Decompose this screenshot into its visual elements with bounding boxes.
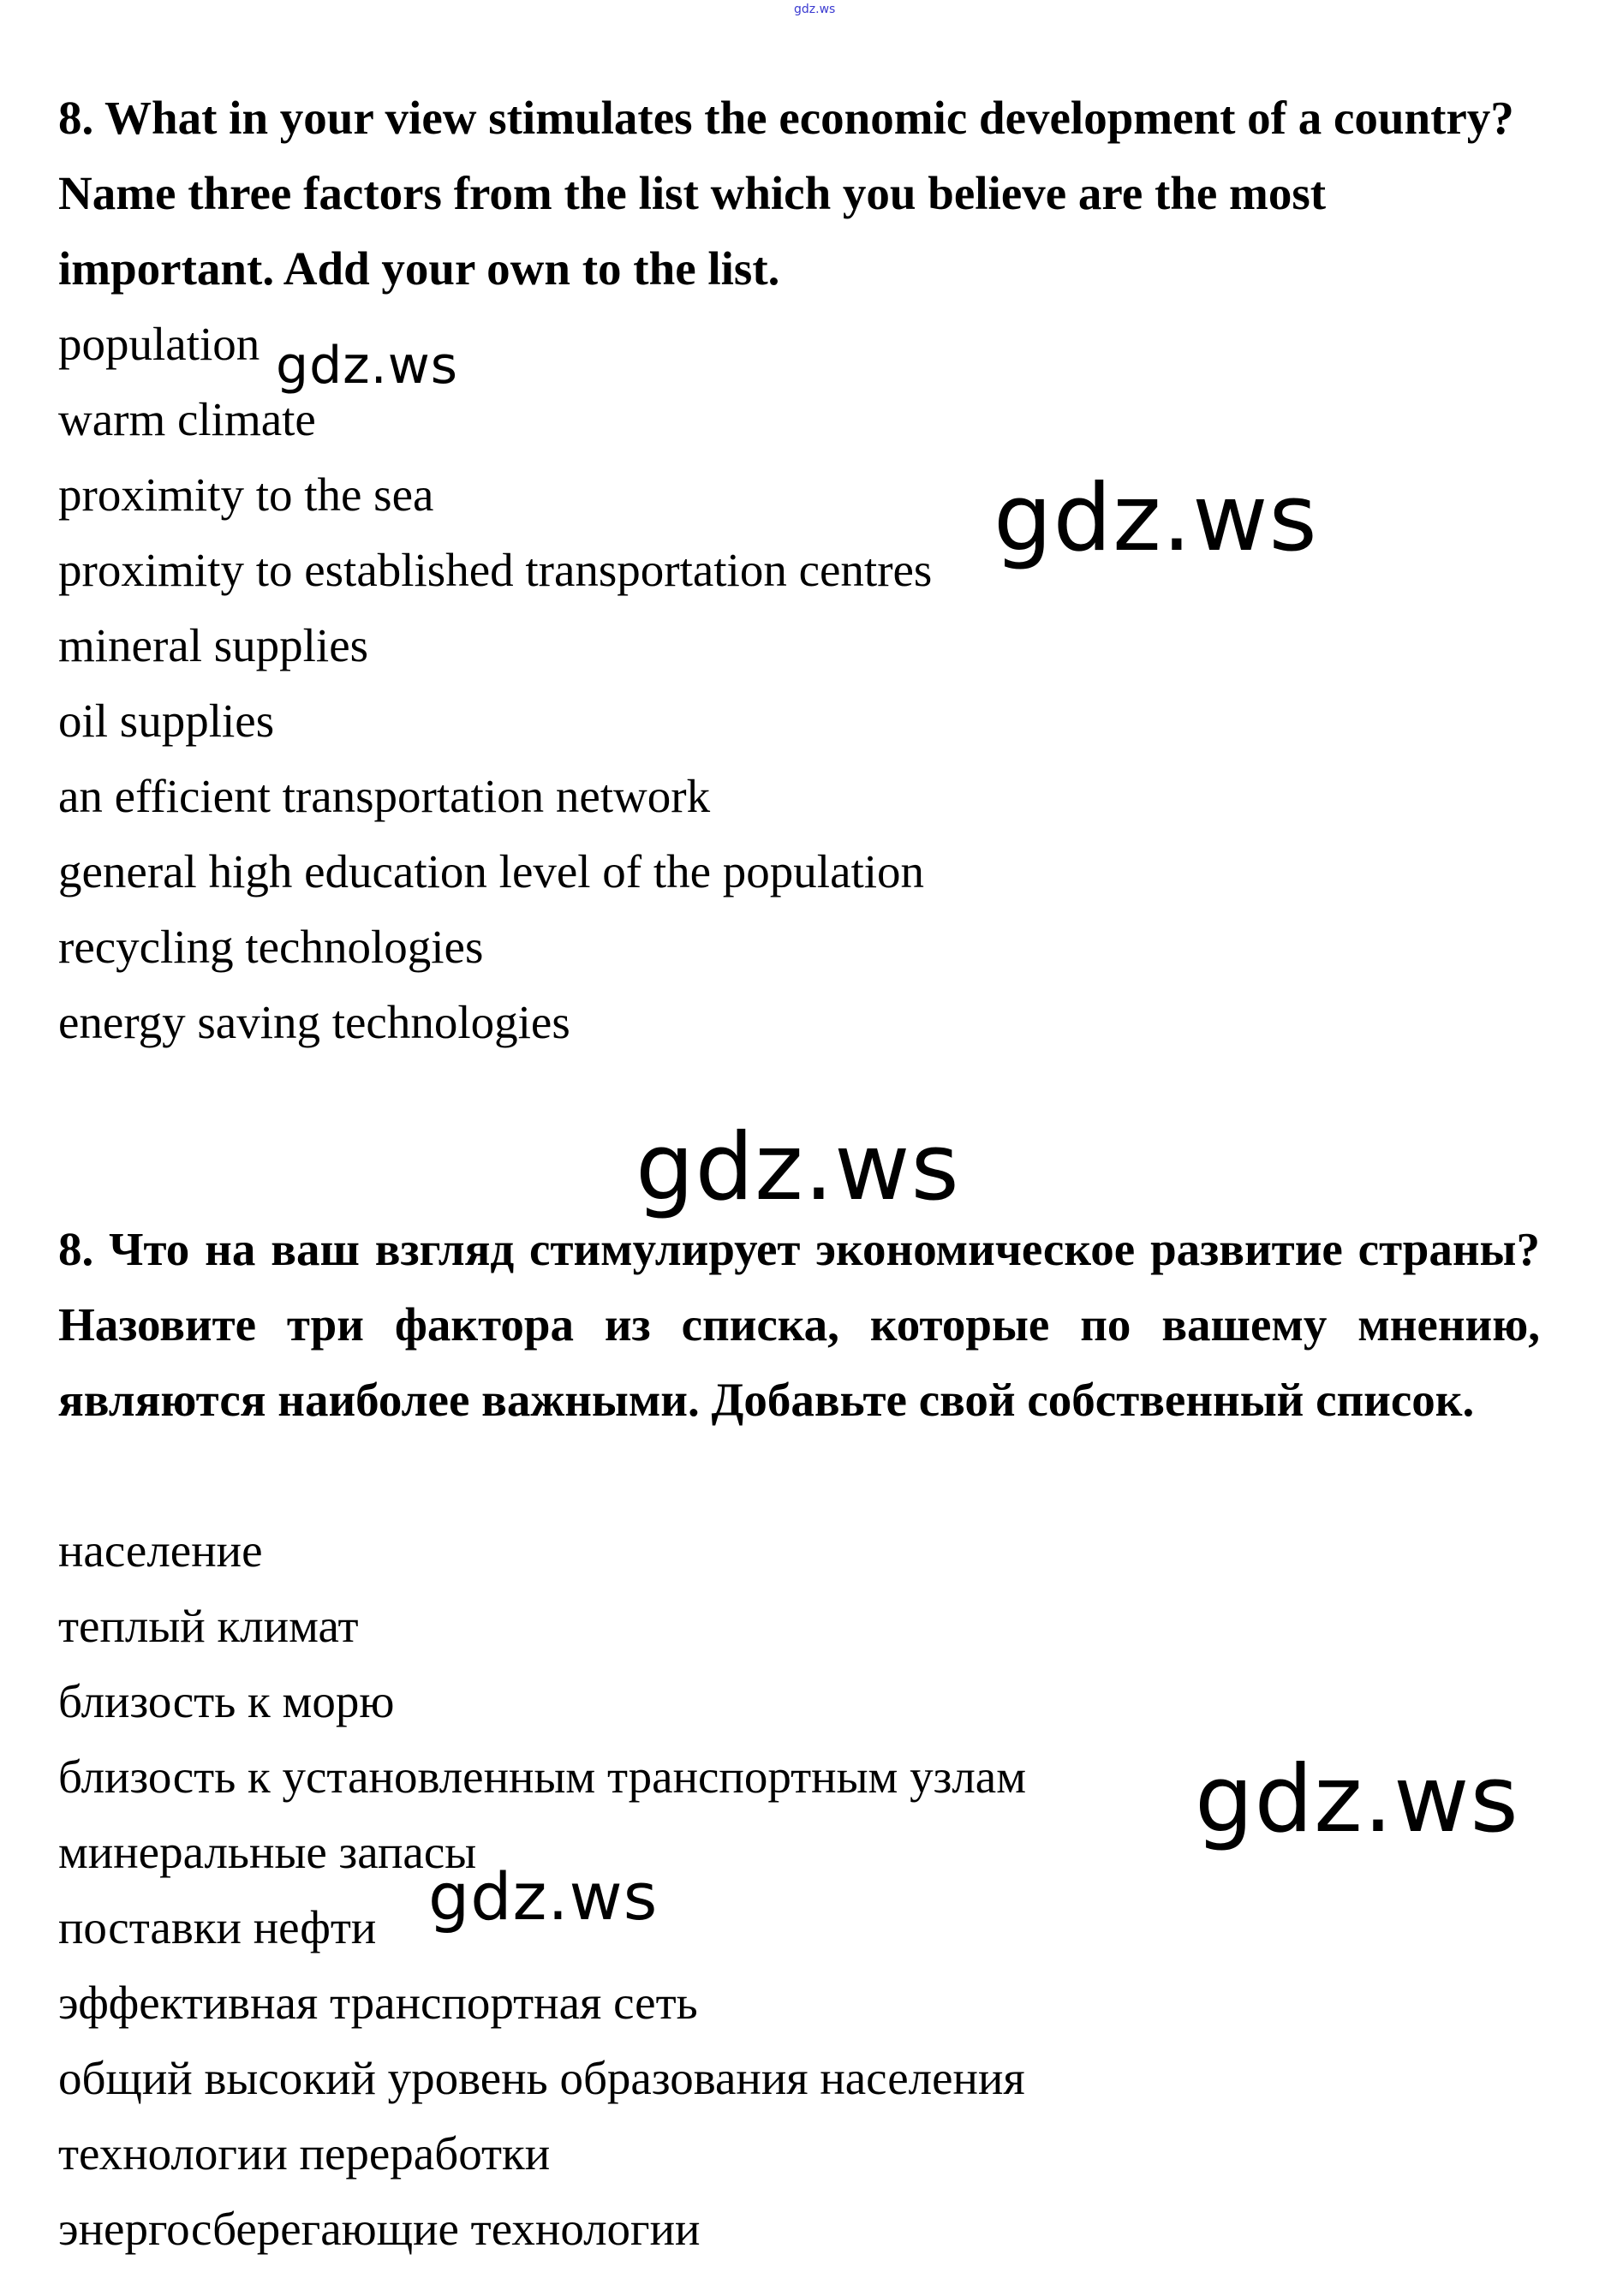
watermark-top-small: gdz.ws [794, 3, 836, 16]
list-item: oil supplies [58, 695, 275, 747]
list-item: теплый климат [58, 1600, 359, 1652]
factor-list-english [58, 307, 1540, 1060]
factor-list-russian [58, 1513, 1540, 2267]
watermark-text: gdz.ws [276, 336, 459, 396]
list-item: population [58, 318, 260, 370]
list-item: recycling technologies [58, 921, 484, 973]
list-item: an efficient transportation network [58, 770, 711, 822]
list-item: energy saving technologies [58, 996, 570, 1048]
list-item: энергосберегающие технологии [58, 2203, 701, 2255]
watermark-text: gdz.ws [428, 1858, 659, 1935]
watermark-text: gdz.ws [635, 1114, 960, 1221]
question-russian: 8. Что на ваш взгляд стимулирует экономическое развитие страны? Назовите три фактора из списка, которые по вашему мнению, являются наиболее важными. Добавьте свой собственный список. [58, 1223, 1540, 1426]
list-item: поставки нефти [58, 1901, 377, 1953]
watermark-text: gdz.ws [1195, 1746, 1519, 1853]
list-item: общий высокий уровень образования населения [58, 2052, 1025, 2104]
list-item: население [58, 1524, 263, 1577]
list-item: mineral supplies [58, 619, 369, 671]
list-item: general high education level of the population [58, 845, 925, 898]
list-item: proximity to established transportation centres [58, 544, 933, 596]
list-item: эффективная транспортная сеть [58, 1977, 698, 2029]
list-item: близость к морю [58, 1675, 395, 1727]
list-item: минеральные запасы [58, 1826, 477, 1878]
watermark-text: gdz.ws [993, 465, 1318, 572]
list-item: технологии переработки [58, 2127, 551, 2180]
list-item: warm climate [58, 393, 316, 445]
list-item: близость к установленным транспортным узлам [58, 1750, 1026, 1803]
question-english: 8. What in your view stimulates the economic development of a country? Name three factors from the list which you believe are the most important. Add your own to the list. [58, 92, 1514, 295]
list-item: proximity to the sea [58, 468, 434, 521]
